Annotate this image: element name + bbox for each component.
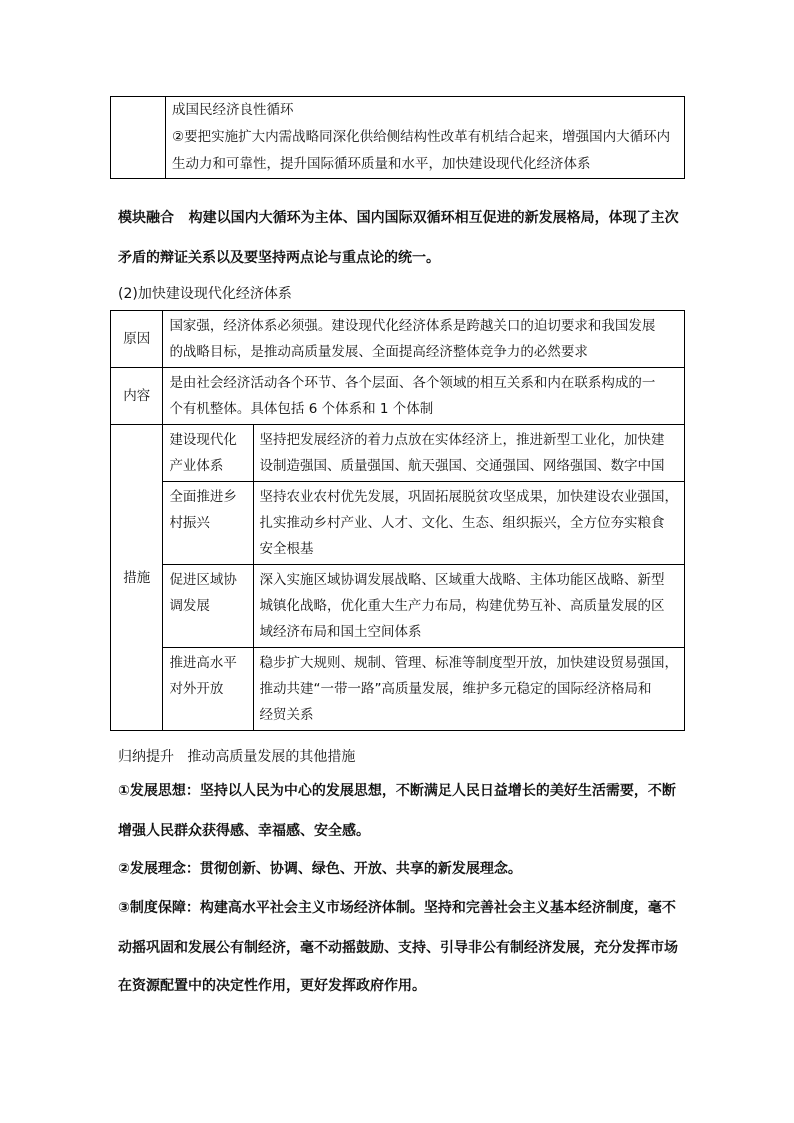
top-table — [110, 96, 685, 179]
summary-heading — [118, 746, 355, 766]
module-fusion-text: 构建以国内大循环为主体、国内国际双循环相互促进的新发展格局，体现了主次 — [188, 210, 679, 226]
summary-p1-line2: 增强人民群众获得感、幸福感、安全感。 — [118, 823, 370, 839]
module-fusion-label: 模块融合 — [118, 210, 174, 226]
text-line: ②要把实施扩大内需战略同深化供给侧结构性改革有机结合起来，增强国内大循环内 — [172, 129, 671, 145]
row-label-content: 内容 — [111, 368, 163, 425]
summary-p1-line1: ①发展思想：坚持以人民为中心的发展思想，不断满足人民日益增长的美好生活需要，不断 — [118, 783, 676, 799]
measure-name-line: 建设现代化 — [169, 432, 237, 448]
text-line: 安全根基 — [259, 541, 314, 557]
measure-name — [163, 425, 253, 482]
text-line: 推动共建“一带一路”高质量发展，维护多元稳定的国际经济格局和 — [259, 681, 652, 697]
reason-content — [163, 311, 685, 368]
top-table-empty-cell — [111, 97, 166, 179]
summary-p2: ②发展理念：贯彻创新、协调、绿色、开放、共享的新发展理念。 — [118, 861, 522, 877]
text-line: 个有机整体。具体包括 6 个体系和 1 个体制 — [169, 401, 434, 417]
summary-title: 推动高质量发展的其他措施 — [187, 749, 356, 765]
measure-name-line: 推进高水平 — [169, 655, 237, 671]
measure-name-line: 产业体系 — [169, 458, 224, 474]
text-line: 生动力和可靠性，提升国际循环质量和水平，加快建设现代化经济体系 — [172, 156, 591, 172]
text-line: 坚持农业农村优先发展，巩固拓展脱贫攻坚成果，加快建设农业强国， — [259, 489, 678, 505]
measure-name-line: 调发展 — [169, 598, 210, 614]
text-line: 成国民经济良性循环 — [172, 102, 294, 118]
measure-name — [163, 648, 253, 731]
top-table-content — [166, 97, 685, 179]
summary-p3-line3: 在资源配置中的决定性作用，更好发挥政府作用。 — [118, 978, 426, 994]
summary-p3-line2: 动摇巩固和发展公有制经济，毫不动摇鼓励、支持、引导非公有制经济发展，充分发挥市场 — [118, 940, 678, 956]
text-line: 稳步扩大规则、规制、管理、标准等制度型开放，加快建设贸易强国， — [259, 655, 678, 671]
measure-name-line: 村振兴 — [169, 515, 210, 531]
measure-name — [163, 565, 253, 648]
summary-p3-line1: ③制度保障：构建高水平社会主义市场经济体制。坚持和完善社会主义基本经济制度，毫不 — [118, 900, 676, 916]
table-row — [111, 311, 685, 368]
module-fusion-line1 — [118, 207, 679, 227]
text-line: 是由社会经济活动各个环节、各个层面、各个领域的相互关系和内在联系构成的一 — [169, 375, 656, 391]
table-row — [111, 368, 685, 425]
measure-content — [253, 482, 685, 565]
measure-name — [163, 482, 253, 565]
measure-name-line: 促进区域协 — [169, 572, 237, 588]
row-label-reason: 原因 — [111, 311, 163, 368]
measure-name-line: 对外开放 — [169, 681, 224, 697]
text-line: 深入实施区域协调发展战略、区域重大战略、主体功能区战略、新型 — [259, 572, 665, 588]
text-line: 坚持把发展经济的着力点放在实体经济上，推进新型工业化，加快建 — [259, 432, 665, 448]
measure-content — [253, 648, 685, 731]
measure-name-line: 全面推进乡 — [169, 489, 237, 505]
measure-content — [253, 425, 685, 482]
summary-label: 归纳提升 — [118, 749, 174, 765]
table-row — [111, 425, 685, 482]
table-row — [111, 648, 685, 731]
table-row — [111, 565, 685, 648]
text-line: 国家强，经济体系必须强。建设现代化经济体系是跨越关口的迫切要求和我国发展 — [169, 318, 656, 334]
text-line: 的战略目标，是推动高质量发展、全面提高经济整体竞争力的必然要求 — [169, 344, 588, 360]
table-row — [111, 482, 685, 565]
row-label-measures: 措施 — [111, 425, 163, 731]
section-heading: (2)加快建设现代化经济体系 — [118, 286, 292, 302]
text-line: 经贸关系 — [259, 707, 314, 723]
measure-content — [253, 565, 685, 648]
content-content — [163, 368, 685, 425]
module-fusion-line2: 矛盾的辩证关系以及要坚持两点论与重点论的统一。 — [118, 250, 440, 266]
text-line: 设制造强国、质量强国、航天强国、交通强国、网络强国、数字中国 — [259, 458, 665, 474]
economic-system-table — [110, 310, 685, 731]
text-line: 城镇化战略，优化重大生产力布局，构建优势互补、高质量发展的区 — [259, 598, 665, 614]
text-line: 域经济布局和国土空间体系 — [259, 624, 422, 640]
text-line: 扎实推动乡村产业、人才、文化、生态、组织振兴，全方位夯实粮食 — [259, 515, 665, 531]
